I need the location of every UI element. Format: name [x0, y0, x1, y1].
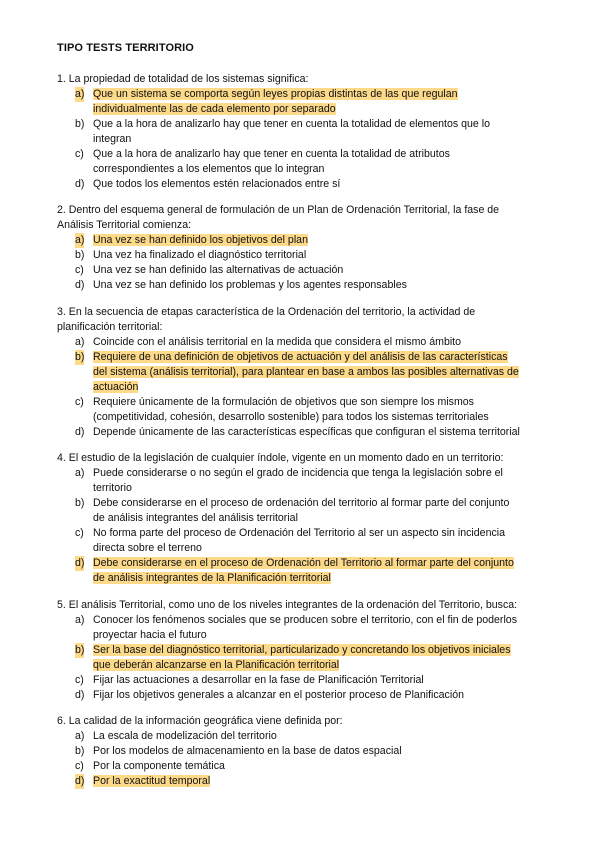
- option-text: [93, 613, 543, 643]
- option-line: proyectar hacia el futuro: [93, 629, 207, 641]
- option-letter: a): [75, 614, 85, 626]
- option-letter: c): [75, 527, 84, 539]
- document-title: TIPO TESTS TERRITORIO: [57, 42, 194, 54]
- option-letter: d): [75, 279, 85, 291]
- option-line: territorio: [93, 482, 132, 494]
- option-line: correspondientes a los elementos que lo integran: [93, 163, 325, 175]
- option-letter: d): [75, 426, 85, 438]
- option-text: [93, 729, 543, 744]
- question-stem-line: 1. La propiedad de totalidad de los sistemas significa:: [57, 73, 309, 85]
- option-line: directa sobre el terreno: [93, 542, 202, 554]
- option-line: No forma parte del proceso de Ordenación del Territorio al ser un aspecto sin incidencia: [93, 527, 506, 539]
- option-letter: b): [75, 118, 85, 130]
- option-letter: c): [75, 760, 84, 772]
- option-letter: b): [75, 351, 85, 363]
- option-line: Debe considerarse en el proceso de ordenación del territorio al formar parte del conjunto: [93, 497, 510, 509]
- option-line: Conocer los fenómenos sociales que se producen sobre el territorio, con el fin de poderlos: [93, 614, 517, 626]
- option-letter: a): [75, 336, 85, 348]
- option-text: [93, 335, 543, 350]
- option-line: de análisis integrantes del análisis territorial: [93, 512, 298, 524]
- option-line: Que un sistema se comporta según leyes propias distintas de las que regulan: [93, 88, 458, 100]
- option-letter: d): [75, 775, 85, 787]
- option-letter: a): [75, 467, 85, 479]
- option-line: Debe considerarse en el proceso de Ordenación del Territorio al formar parte del conjunto: [93, 557, 514, 569]
- option-line: Depende únicamente de las características específicas que configuran el sistema territorial: [93, 426, 520, 438]
- question-stem-line: 2. Dentro del esquema general de formulación de un Plan de Ordenación Territorial, la fase de: [57, 204, 500, 216]
- option-letter: b): [75, 249, 85, 261]
- option-line: Una vez se han definido los problemas y los agentes responsables: [93, 279, 407, 291]
- question-stem-line: 6. La calidad de la información geográfica viene definida por:: [57, 715, 343, 727]
- option-text: [93, 177, 543, 192]
- option-text: [93, 263, 543, 278]
- option-letter: c): [75, 148, 84, 160]
- option-line: Que a la hora de analizarlo hay que tener en cuenta la totalidad de elementos que lo: [93, 118, 490, 130]
- option-line: de análisis integrantes de la Planificación territorial: [93, 572, 331, 584]
- option-text: [93, 526, 543, 556]
- option-line: Por la exactitud temporal: [93, 775, 211, 787]
- option-letter: b): [75, 644, 85, 656]
- option-line: que deberán alcanzarse en la Planificación territorial: [93, 659, 340, 671]
- option-text-highlighted: [93, 233, 543, 248]
- option-line: La escala de modelización del territorio: [93, 730, 277, 742]
- option-text-highlighted: [93, 350, 543, 395]
- question-stem-line: Análisis Territorial comienza:: [57, 219, 192, 231]
- option-line: Ser la base del diagnóstico territorial, particularizado y concretando los objetivos iniciales: [93, 644, 511, 656]
- question-stem: [57, 305, 542, 335]
- option-letter: c): [75, 674, 84, 686]
- option-line: del sistema (análisis territorial), para plantear en base a ambos las posibles alternativas de: [93, 366, 519, 378]
- option-line: Una vez ha finalizado el diagnóstico territorial: [93, 249, 307, 261]
- option-text-highlighted: [93, 556, 543, 586]
- option-line: Por los modelos de almacenamiento en la base de datos espacial: [93, 745, 402, 757]
- option-letter: b): [75, 497, 85, 509]
- option-line: Puede considerarse o no según el grado de incidencia que tenga la legislación sobre el: [93, 467, 503, 479]
- option-text: [93, 744, 543, 759]
- option-letter: c): [75, 264, 84, 276]
- question-stem: [57, 72, 542, 87]
- option-line: Fijar las actuaciones a desarrollar en la fase de Planificación Territorial: [93, 674, 424, 686]
- option-line: Requiere únicamente de la formulación de objetivos que son siempre los mismos: [93, 396, 474, 408]
- option-text: [93, 759, 543, 774]
- option-text: [93, 496, 543, 526]
- option-text: [93, 147, 543, 177]
- option-text: [93, 466, 543, 496]
- option-text: [93, 117, 543, 147]
- option-line: Coincide con el análisis territorial en la medida que considera el mismo ámbito: [93, 336, 462, 348]
- question-stem-line: 3. En la secuencia de etapas característica de la Ordenación del territorio, la actividad de: [57, 306, 476, 318]
- question-stem-line: planificación territorial:: [57, 321, 163, 333]
- question-stem: [57, 714, 542, 729]
- option-line: (competitividad, cohesión, desarrollo sostenible) para todos los sistemas territoriales: [93, 411, 489, 423]
- option-letter: d): [75, 689, 85, 701]
- option-text: [93, 425, 543, 440]
- question-stem: [57, 451, 542, 466]
- option-text-highlighted: [93, 643, 543, 673]
- option-line: Requiere de una definición de objetivos de actuación y del análisis de las características: [93, 351, 508, 363]
- option-text: [93, 395, 543, 425]
- option-line: Por la componente temática: [93, 760, 225, 772]
- option-text-highlighted: [93, 774, 543, 789]
- option-line: Una vez se han definido los objetivos del plan: [93, 234, 308, 246]
- question-stem-line: 4. El estudio de la legislación de cualquier índole, vigente en un momento dado en un territorio:: [57, 452, 504, 464]
- option-text: [93, 278, 543, 293]
- question-stem: [57, 203, 542, 233]
- option-letter: b): [75, 745, 85, 757]
- option-text: [93, 688, 543, 703]
- option-line: Fijar los objetivos generales a alcanzar en el posterior proceso de Planificación: [93, 689, 464, 701]
- option-text: [93, 248, 543, 263]
- option-line: individualmente las de cada elemento por separado: [93, 103, 336, 115]
- option-line: integran: [93, 133, 132, 145]
- option-letter: a): [75, 730, 85, 742]
- option-text-highlighted: [93, 87, 543, 117]
- option-letter: a): [75, 234, 85, 246]
- option-line: Una vez se han definido las alternativas de actuación: [93, 264, 344, 276]
- option-line: Que a la hora de analizarlo hay que tener en cuenta la totalidad de atributos: [93, 148, 450, 160]
- option-letter: d): [75, 178, 85, 190]
- option-letter: d): [75, 557, 85, 569]
- option-letter: a): [75, 88, 85, 100]
- question-stem: [57, 598, 542, 613]
- option-letter: c): [75, 396, 84, 408]
- option-text: [93, 673, 543, 688]
- option-line: Que todos los elementos estén relacionados entre sí: [93, 178, 341, 190]
- option-line: actuación: [93, 381, 139, 393]
- question-stem-line: 5. El análisis Territorial, como uno de los niveles integrantes de la ordenación del Territorio, busca:: [57, 599, 518, 611]
